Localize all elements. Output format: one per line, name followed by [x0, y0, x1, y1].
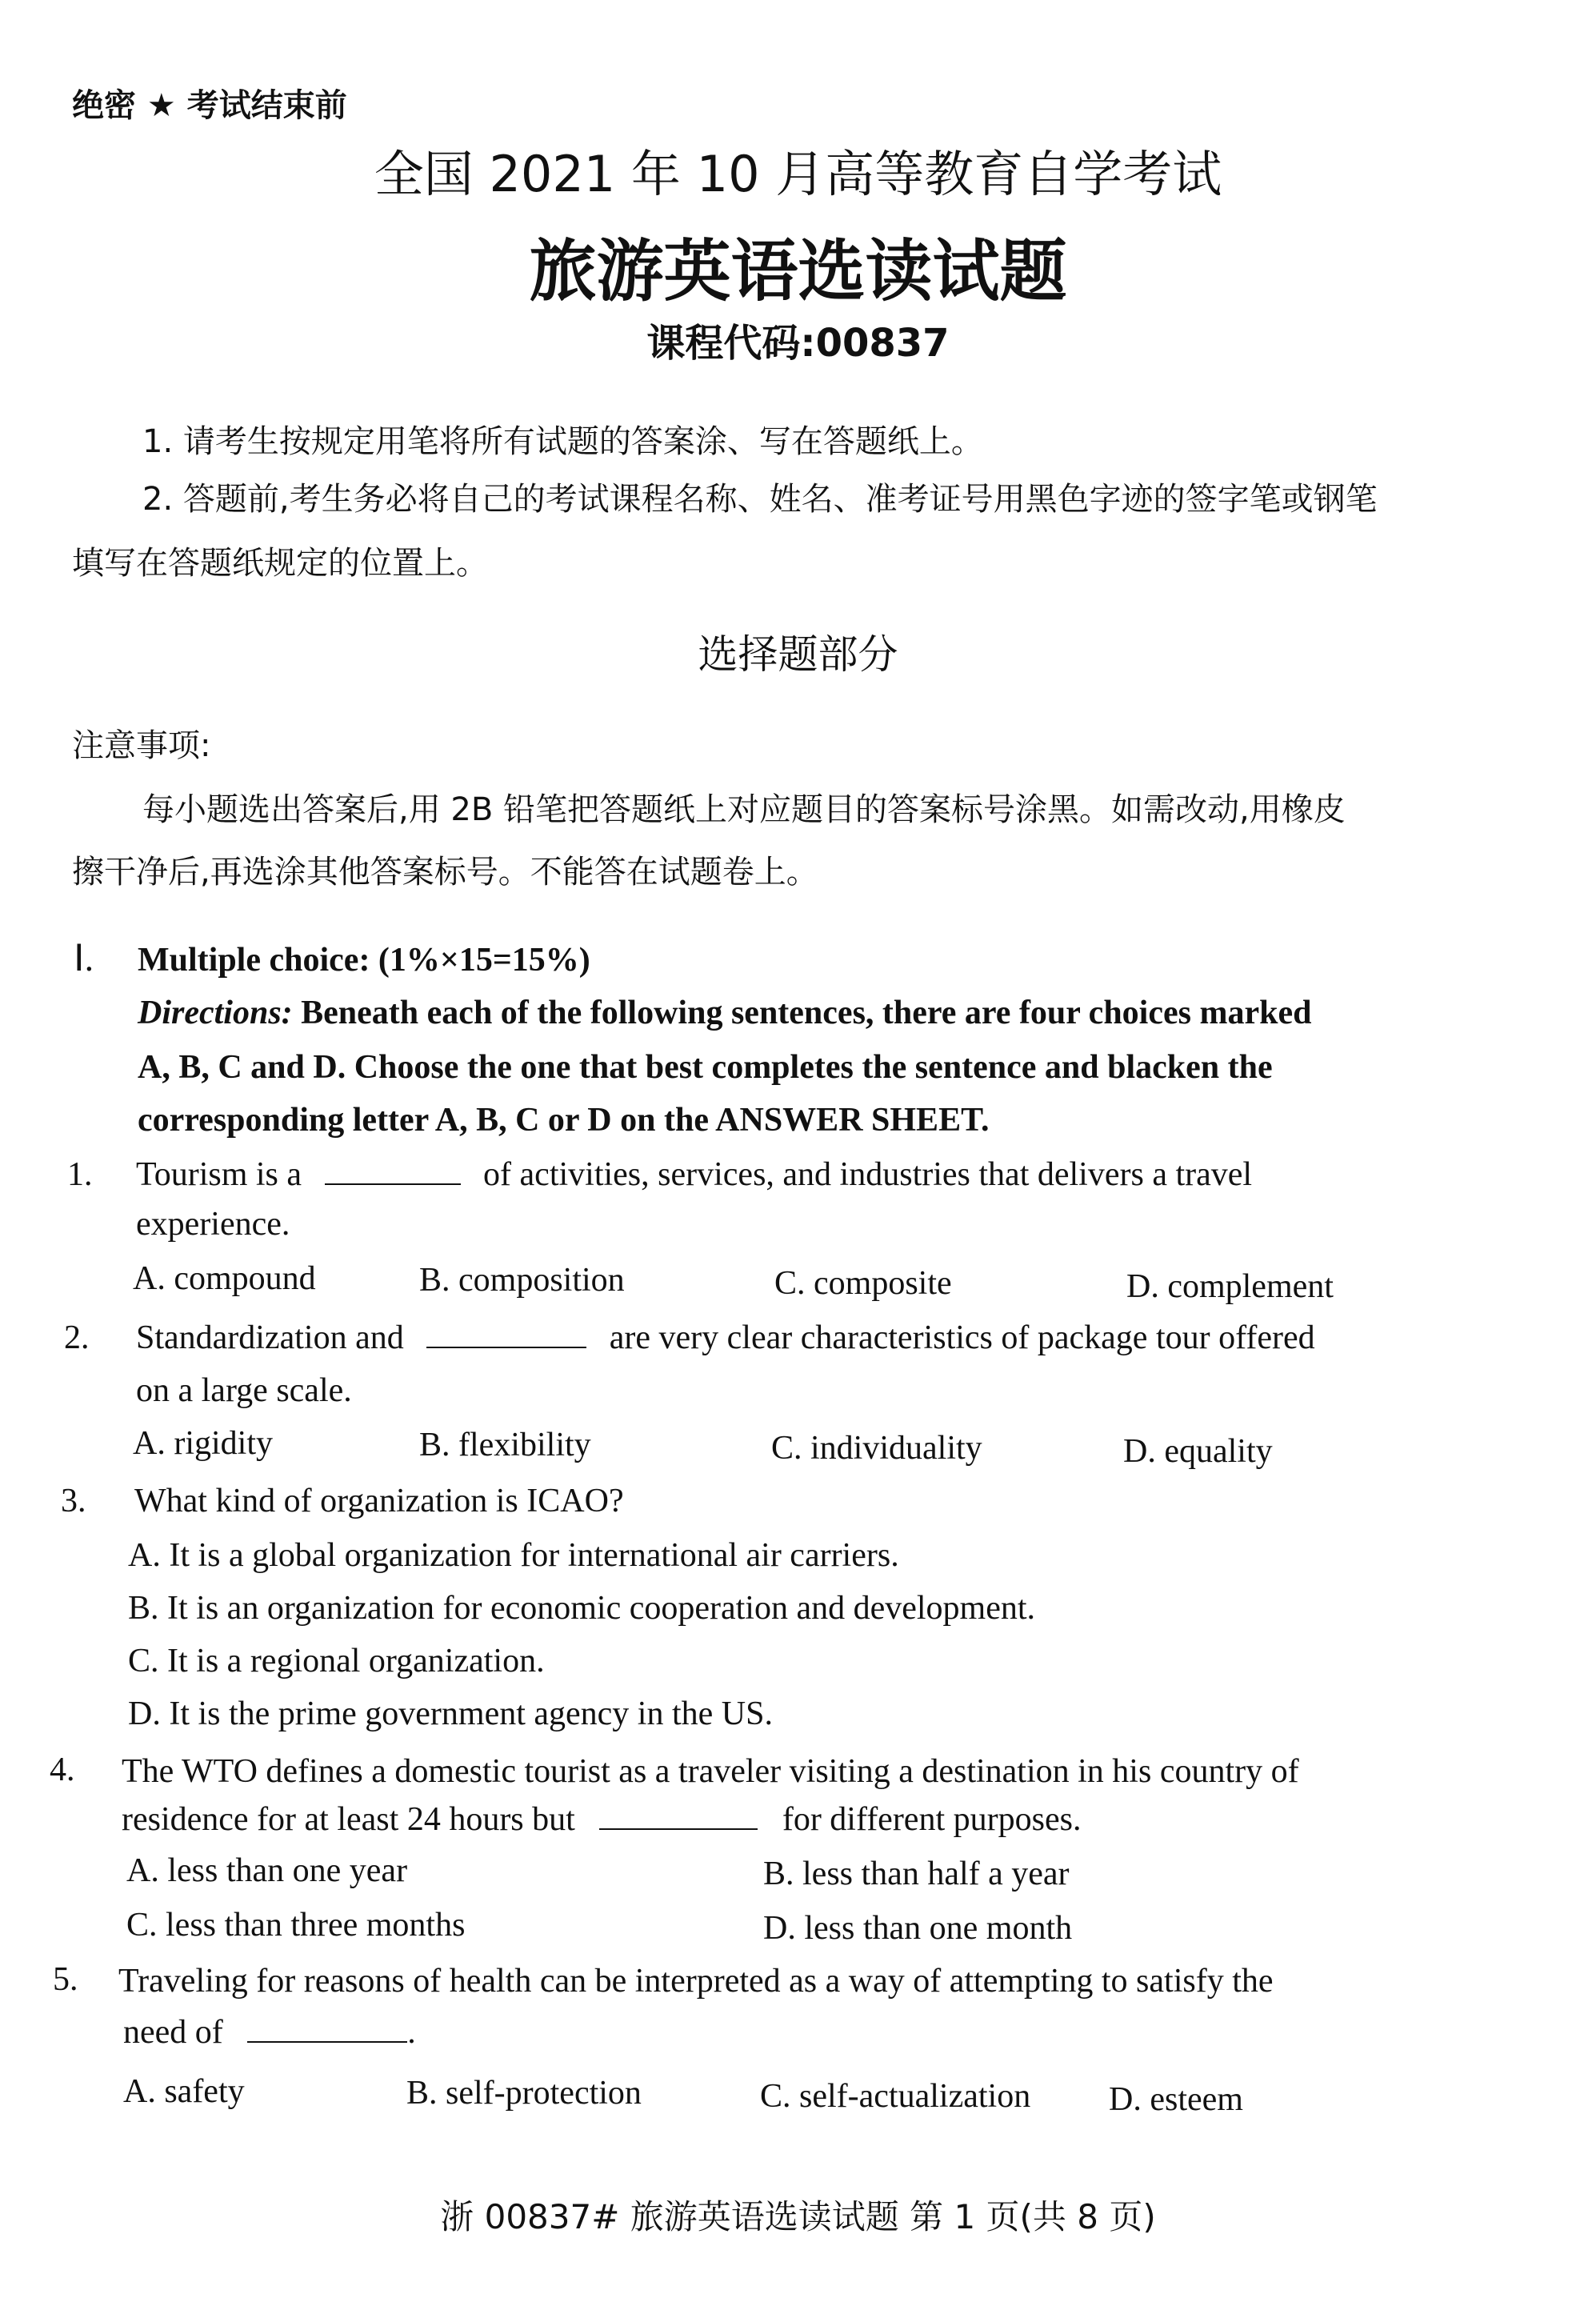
option: C. self-actualization: [760, 2078, 1031, 2115]
option: A. less than one year: [126, 1852, 408, 1889]
option: A. It is a global organization for international air carriers.: [128, 1537, 899, 1574]
option: D. complement: [1126, 1268, 1334, 1305]
exam-title: 全国 2021 年 10 月高等教育自学考试: [374, 145, 1222, 203]
notice-line: 擦干净后,再选涂其他答案标号。不能答在试题卷上。: [72, 854, 818, 891]
answer-blank: [325, 1183, 461, 1185]
notice-label: 注意事项:: [72, 727, 211, 764]
stem-text: .: [407, 2014, 416, 2051]
directions-line: [138, 994, 1311, 1032]
stem-text: Tourism is a: [136, 1156, 302, 1193]
part-numeral: Ⅰ.: [74, 938, 94, 979]
confidential-mark: 绝密 ★ 考试结束前: [72, 87, 347, 124]
subject-title: 旅游英语选读试题: [529, 232, 1067, 310]
question-stem-cont: [123, 2013, 416, 2052]
question-stem: The WTO defines a domestic tourist as a traveler visiting a destination in his country of: [122, 1753, 1299, 1790]
question-stem: Traveling for reasons of health can be interpreted as a way of attempting to satisfy the: [118, 1963, 1274, 2000]
option: A. compound: [133, 1260, 316, 1297]
directions-label: Directions:: [138, 995, 293, 1031]
stem-text: residence for at least 24 hours but: [122, 1801, 575, 1838]
option: B. less than half a year: [763, 1856, 1070, 1892]
option: C. less than three months: [126, 1907, 466, 1944]
option: C. individuality: [771, 1430, 982, 1467]
directions-line: A, B, C and D. Choose the one that best completes the sentence and blacken the: [138, 1049, 1273, 1086]
option: C. It is a regional organization.: [128, 1643, 545, 1679]
option: D. equality: [1123, 1433, 1273, 1470]
answer-blank: [599, 1828, 758, 1830]
question-stem-cont: [122, 1800, 1081, 1839]
notice-line: 每小题选出答案后,用 2B 铅笔把答题纸上对应题目的答案标号涂黑。如需改动,用橡皮: [142, 791, 1346, 828]
answer-blank: [426, 1347, 586, 1348]
question-number: 5.: [53, 1961, 78, 1998]
course-code: 课程代码:00837: [646, 321, 950, 366]
option: B. self-protection: [406, 2075, 642, 2112]
directions-line: corresponding letter A, B, C or D on the ANSWER SHEET.: [138, 1102, 990, 1139]
question-number: 2.: [64, 1319, 90, 1356]
question-stem: [136, 1319, 1315, 1357]
question-number: 3.: [61, 1483, 86, 1519]
option: A. rigidity: [133, 1425, 273, 1462]
stem-text: for different purposes.: [782, 1801, 1082, 1838]
stem-text: need of: [123, 2014, 223, 2051]
question-stem-cont: on a large scale.: [136, 1372, 352, 1409]
option: A. safety: [123, 2073, 245, 2110]
stem-text: are very clear characteristics of package tour offered: [609, 1319, 1315, 1356]
directions-text: Beneath each of the following sentences, there are four choices marked: [301, 995, 1312, 1031]
instruction-line: 2. 答题前,考生务必将自己的考试课程名称、姓名、准考证号用黑色字迹的签字笔或钢笔: [142, 481, 1378, 518]
stem-text: of activities, services, and industries that delivers a travel: [483, 1156, 1253, 1193]
stem-text: Standardization and: [136, 1319, 404, 1356]
section-title: 选择题部分: [698, 631, 898, 678]
part-heading: Multiple choice: (1%×15=15%): [138, 942, 590, 979]
answer-blank: [247, 2041, 407, 2043]
option: D. It is the prime government agency in the US.: [128, 1695, 773, 1732]
page-footer: 浙 00837# 旅游英语选读试题 第 1 页(共 8 页): [440, 2197, 1156, 2236]
option: D. esteem: [1109, 2081, 1243, 2118]
option: C. composite: [774, 1265, 952, 1302]
question-number: 4.: [50, 1752, 75, 1788]
instruction-line: 填写在答题纸规定的位置上。: [72, 545, 488, 582]
question-number: 1.: [67, 1156, 93, 1193]
option: D. less than one month: [763, 1910, 1073, 1947]
option: B. It is an organization for economic cooperation and development.: [128, 1590, 1036, 1627]
question-stem: [136, 1155, 1252, 1194]
question-stem-cont: experience.: [136, 1206, 290, 1243]
option: B. composition: [419, 1262, 625, 1299]
question-stem: What kind of organization is ICAO?: [134, 1483, 624, 1519]
option: B. flexibility: [419, 1427, 591, 1463]
instruction-line: 1. 请考生按规定用笔将所有试题的答案涂、写在答题纸上。: [142, 423, 983, 460]
